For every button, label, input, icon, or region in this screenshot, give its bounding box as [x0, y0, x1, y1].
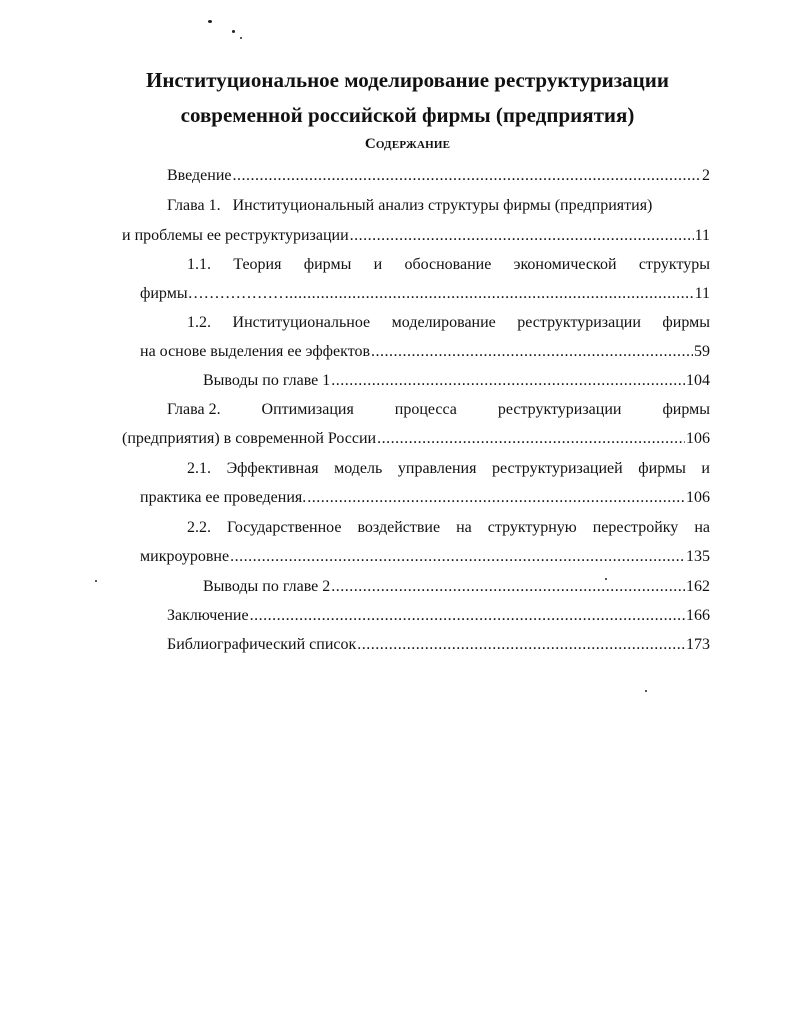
word: реструктуризацией	[492, 460, 623, 477]
dot-leader	[233, 166, 702, 186]
toc-heading: Содержание	[364, 136, 451, 152]
toc-entry-section-1-1-line-2	[140, 284, 710, 304]
document-title-line-1: Институциональное моделирование реструктуризации	[146, 68, 669, 92]
toc-page-number: 104	[686, 372, 710, 389]
word: фирмы	[662, 314, 710, 331]
word: структурную	[487, 519, 577, 536]
toc-entry-label: Библиографический список	[167, 636, 357, 653]
word: на	[456, 519, 472, 536]
dot-leader	[285, 284, 694, 304]
scan-speck	[95, 580, 97, 582]
toc-entry-chapter-2-line-2	[122, 429, 710, 449]
toc-entry-bibliography	[167, 635, 710, 655]
word: Теория	[233, 256, 282, 273]
toc-entry-section-2-1-line-1	[187, 459, 710, 479]
word: модель	[334, 460, 383, 477]
chapter-title: Институциональный анализ структуры фирмы (предприятия)	[232, 197, 653, 214]
word: фирмы	[638, 460, 686, 477]
word: Эффективная	[226, 460, 319, 477]
toc-entry-label: Заключение	[167, 607, 249, 624]
word: реструктуризации	[517, 314, 641, 331]
word: и	[701, 460, 710, 477]
toc-entry-section-2-1-line-2	[140, 488, 710, 508]
toc-entry-section-1-2-line-2	[140, 342, 710, 362]
scan-speck	[645, 690, 647, 692]
dot-leader	[331, 577, 685, 597]
toc-entry-label: практика ее проведения.	[140, 489, 307, 506]
word: фирмы	[303, 256, 352, 273]
toc-entry-label: микроуровне	[140, 548, 230, 565]
word: Государственное	[227, 519, 342, 536]
toc-page-number: 166	[686, 607, 710, 624]
document-title-line-2: современной российской фирмы (предприятия)	[180, 103, 635, 127]
toc-entry-label: Выводы по главе 1	[203, 372, 331, 389]
toc-entry-chapter-1-line-2	[122, 226, 710, 246]
toc-page-number: 173	[686, 636, 710, 653]
word: 1.1.	[187, 256, 211, 273]
dot-leader	[350, 226, 694, 246]
dot-leader	[357, 635, 685, 655]
toc-page-number: 2	[702, 167, 710, 184]
word: процесса	[394, 401, 457, 418]
word: 2.2.	[187, 519, 211, 536]
dot-leader	[371, 342, 693, 362]
toc-entry-conclusions-chapter-1	[203, 371, 710, 391]
toc-entry-section-2-2-line-2	[140, 547, 710, 567]
toc-page-number: 11	[694, 227, 710, 244]
word: Глава 2.	[167, 401, 221, 418]
word: обоснование	[404, 256, 492, 273]
word: на	[694, 519, 710, 536]
toc-page-number: 59	[694, 343, 710, 360]
scan-speck	[208, 20, 212, 23]
toc-entry-label: на основе выделения ее эффектов	[140, 343, 371, 360]
word: Институциональное	[232, 314, 371, 331]
scan-speck	[240, 37, 242, 39]
word: перестройку	[592, 519, 679, 536]
word: структуры	[638, 256, 710, 273]
toc-page-number: 11	[694, 285, 710, 302]
dot-leader	[307, 488, 685, 508]
toc-entry-label: фирмы………………	[140, 285, 284, 302]
word: воздействие	[357, 519, 441, 536]
toc-entry-conclusion	[167, 606, 710, 626]
toc-entry-section-1-2-line-1	[187, 313, 710, 333]
toc-entry-label: Выводы по главе 2	[203, 578, 331, 595]
toc-entry-chapter-1-line-1	[167, 196, 710, 216]
dot-leader	[377, 429, 685, 449]
dot-leader	[230, 547, 685, 567]
toc-page-number: 106	[686, 489, 710, 506]
scan-speck	[232, 30, 235, 33]
toc-entry-label: (предприятия) в современной России	[122, 430, 377, 447]
toc-entry-label: и проблемы ее реструктуризации	[122, 227, 349, 244]
word: моделирование	[391, 314, 496, 331]
word: и	[373, 256, 383, 273]
toc-entry-section-2-2-line-1	[187, 518, 710, 538]
word: Оптимизация	[261, 401, 354, 418]
dot-leader	[331, 371, 685, 391]
toc-entry-conclusions-chapter-2	[203, 577, 710, 597]
dot-leader	[250, 606, 685, 626]
word: фирмы	[662, 401, 710, 418]
chapter-number: Глава 1.	[167, 197, 221, 214]
toc-entry-chapter-2-line-1	[167, 400, 710, 420]
toc-entry-introduction	[167, 166, 710, 186]
word: 1.2.	[187, 314, 211, 331]
word: экономической	[513, 256, 617, 273]
toc-entry-label: Введение	[167, 167, 232, 184]
toc-page-number: 135	[686, 548, 710, 565]
word: 2.1.	[187, 460, 211, 477]
toc-page-number: 106	[686, 430, 710, 447]
word: управления	[397, 460, 477, 477]
word: реструктуризации	[497, 401, 622, 418]
toc-page-number: 162	[686, 578, 710, 595]
toc-entry-section-1-1-line-1	[187, 255, 710, 275]
